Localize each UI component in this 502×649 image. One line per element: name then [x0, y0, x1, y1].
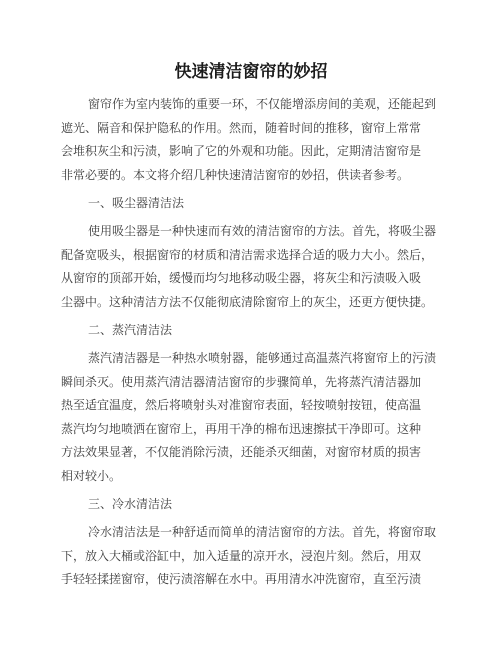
intro-line: 遮光、隔音和保护隐私的作用。然而，随着时间的推移，窗帘上常常 — [61, 121, 422, 135]
paragraph-line: 尘器中。这种清洁方法不仅能彻底清除窗帘上的灰尘，还更方便快捷。 — [61, 295, 434, 309]
paragraph-line: 瞬间杀灭。使用蒸汽清洁器清洁窗帘的步骤简单，先将蒸汽清洁器加 — [61, 375, 422, 389]
section-heading-cold-water: 三、冷水清洁法 — [88, 497, 173, 511]
paragraph-line: 配备宽吸头，根据窗帘的材质和清洁需求选择合适的吸力大小。然后， — [61, 248, 434, 262]
paragraph-line: 方法效果显著，不仅能消除污渍，还能杀灭细菌，对窗帘材质的损害 — [61, 445, 422, 459]
paragraph-line: 从窗帘的顶部开始，缓慢而均匀地移动吸尘器，将灰尘和污渍吸入吸 — [61, 271, 422, 285]
paragraph-line: 手轻轻揉搓窗帘，使污渍溶解在水中。再用清水冲洗窗帘，直至污渍 — [61, 572, 422, 586]
paragraph-line: 蒸汽均匀地喷洒在窗帘上，再用干净的棉布迅速擦拭干净即可。这种 — [61, 422, 422, 436]
paragraph-line: 下，放入大桶或浴缸中，加入适量的凉开水，浸泡片刻。然后，用双 — [61, 549, 422, 563]
intro-line: 非常必要的。本文将介绍几种快速清洁窗帘的妙招，供读者参考。 — [61, 168, 410, 182]
paragraph-line: 热至适宜温度，然后将喷射头对准窗帘表面，轻按喷射按钮，使高温 — [61, 398, 422, 412]
section-heading-steam: 二、蒸汽清洁法 — [88, 323, 173, 337]
paragraph-line: 相对较小。 — [61, 469, 122, 483]
paragraph-line: 蒸汽清洁器是一种热水喷射器，能够通过高温蒸汽将窗帘上的污渍 — [88, 351, 437, 365]
intro-line: 会堆积灰尘和污渍，影响了它的外观和功能。因此，定期清洁窗帘是 — [61, 144, 422, 158]
paragraph-line: 使用吸尘器是一种快速而有效的清洁窗帘的方法。首先，将吸尘器 — [88, 224, 437, 238]
intro-line: 窗帘作为室内装饰的重要一环，不仅能增添房间的美观，还能起到 — [88, 97, 437, 111]
document-title: 快速清洁窗帘的妙招 — [174, 62, 328, 82]
paragraph-line: 冷水清洁法是一种舒适而简单的清洁窗帘的方法。首先，将窗帘取 — [88, 525, 437, 539]
section-heading-vacuum: 一、吸尘器清洁法 — [88, 196, 185, 210]
